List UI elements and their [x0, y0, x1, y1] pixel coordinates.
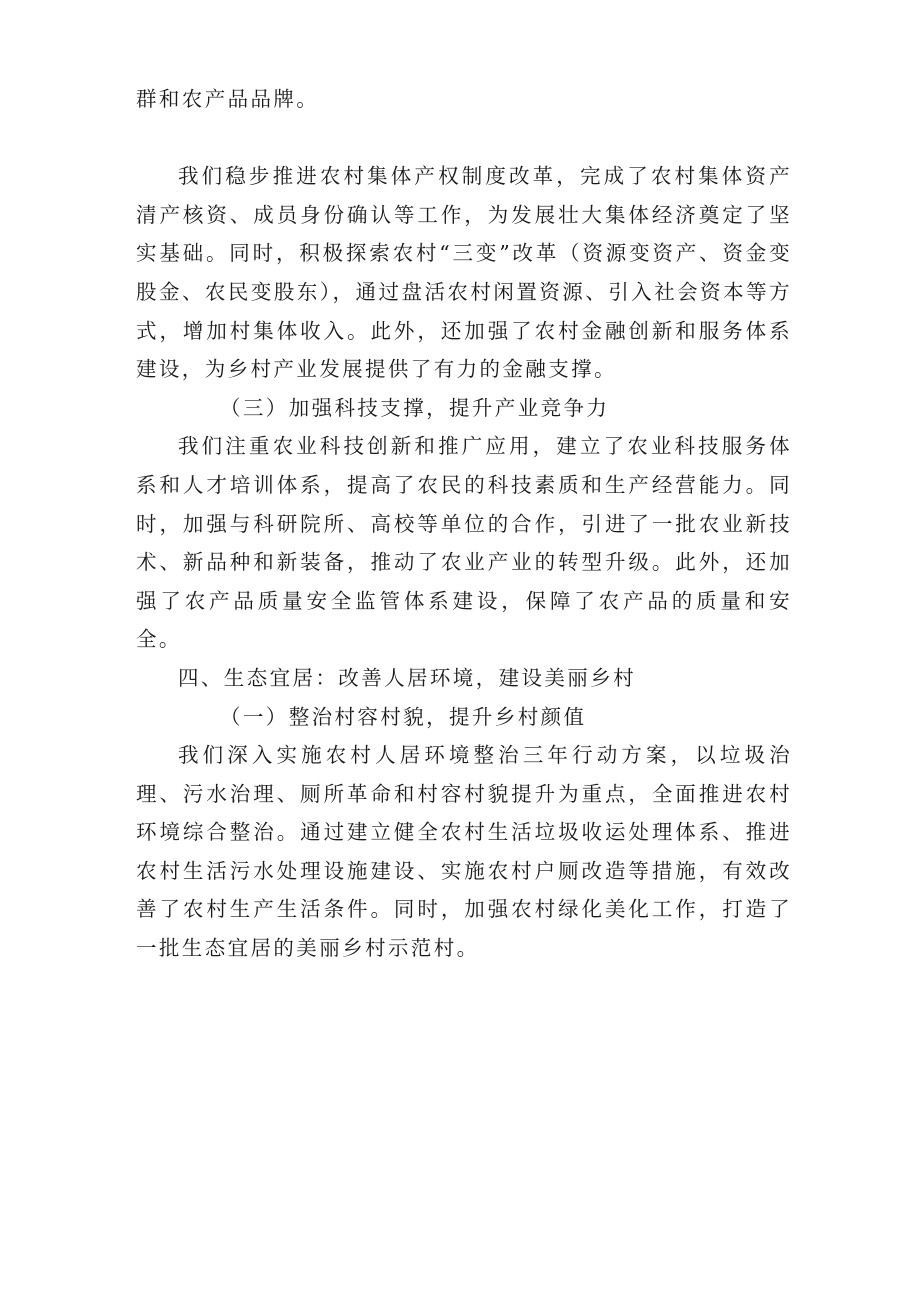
subheading-village-appearance: （一）整治村容村貌，提升乡村颜值 [220, 704, 587, 729]
heading-ecological-livability: 四、生态宜居：改善人居环境，建设美丽乡村 [178, 665, 636, 690]
document-body [136, 80, 792, 968]
paragraph-continuation: 群和农产品品牌。 [136, 87, 320, 111]
paragraph-agri-tech-innovation: 我们注重农业科技创新和推广应用，建立了农业科技服务体系和人才培训体系，提高了农民的科技素质和生产经营能力。同时，加强与科研院所、高校等单位的合作，引进了一批农业新技术、新品种和新装备，推动了农业产业的转型升级。此外，还加强了农产品质量安全监管体系建设，保障了农产品的质量和安全。 [136, 434, 792, 652]
subheading-tech-support: （三）加强科技支撑，提升产业竞争力 [220, 395, 610, 420]
paragraph-living-environment: 我们深入实施农村人居环境整治三年行动方案，以垃圾治理、污水治理、厕所革命和村容村貌提升为重点，全面推进农村环境综合整治。通过建立健全农村生活垃圾收运处理体系、推进农村生活污水处理设施建设、实施农村户厕改造等措施，有效改善了农村生产生活条件。同时，加强农村绿化美化工作，打造了一批生态宜居的美丽乡村示范村。 [136, 743, 792, 961]
paragraph-collective-property-reform: 我们稳步推进农村集体产权制度改革，完成了农村集体资产清产核资、成员身份确认等工作，为发展壮大集体经济奠定了坚实基础。同时，积极探索农村“三变”改革（资源变资产、资金变股金、农民变股东），通过盘活农村闲置资源、引入社会资本等方式，增加村集体收入。此外，还加强了农村金融创新和服务体系建设，为乡村产业发展提供了有力的金融支撑。 [136, 164, 792, 382]
